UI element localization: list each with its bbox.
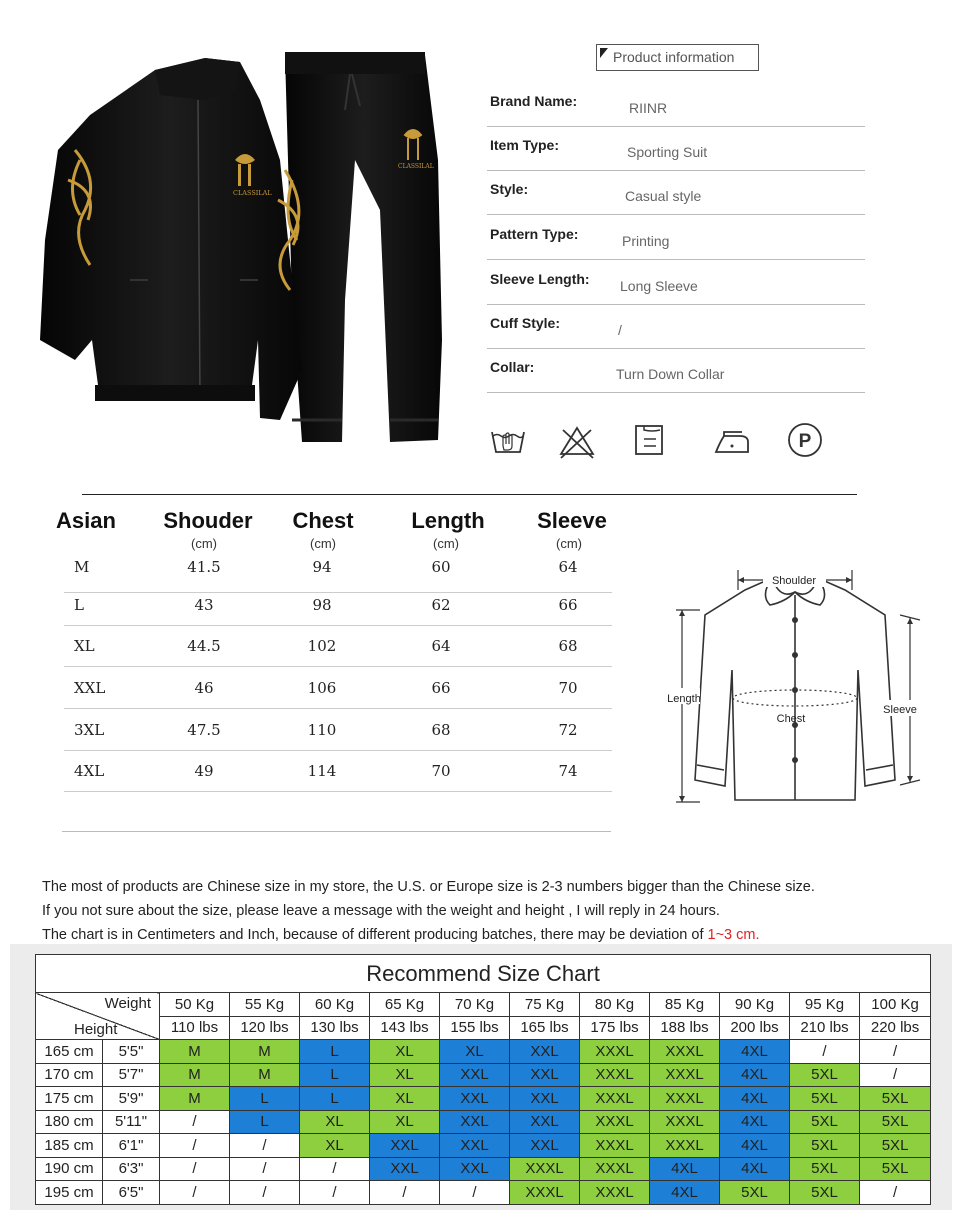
weight-kg-header: 60 Kg: [300, 993, 370, 1017]
size-value: 98: [312, 596, 332, 614]
size-value: 74: [558, 762, 578, 780]
height-cm: 190 cm: [36, 1157, 103, 1181]
size-value: 44.5: [187, 637, 221, 655]
size-recommendation-cell: XXL: [510, 1110, 580, 1134]
size-recommendation-cell: 4XL: [720, 1134, 790, 1158]
info-value: /: [618, 322, 622, 338]
weight-lbs-header: 143 lbs: [370, 1016, 440, 1040]
height-cm: 195 cm: [36, 1181, 103, 1205]
info-value: Casual style: [625, 188, 702, 204]
no-bleach-icon: [557, 420, 597, 460]
size-recommendation-cell: 5XL: [790, 1110, 860, 1134]
size-recommendation-cell: /: [860, 1063, 931, 1087]
unit-label: (cm): [556, 536, 582, 551]
size-recommendation-cell: XXXL: [650, 1040, 720, 1064]
size-recommendation-cell: 4XL: [720, 1040, 790, 1064]
tracksuit-photo: [30, 40, 470, 455]
size-recommendation-cell: M: [160, 1040, 230, 1064]
diagram-length-label: Length: [667, 693, 701, 705]
size-recommendation-cell: L: [300, 1063, 370, 1087]
size-recommendation-cell: /: [790, 1040, 860, 1064]
info-row-sleeve-length: [487, 261, 865, 305]
size-recommendation-cell: M: [160, 1063, 230, 1087]
table-row: [64, 751, 612, 792]
size-recommendation-cell: 5XL: [860, 1134, 931, 1158]
weight-kg-header: 90 Kg: [720, 993, 790, 1017]
info-label: Pattern Type:: [490, 226, 579, 242]
size-recommendation-cell: /: [860, 1040, 931, 1064]
weight-lbs-header: 200 lbs: [720, 1016, 790, 1040]
size-value: 72: [558, 721, 578, 739]
size-recommendation-cell: XXL: [510, 1134, 580, 1158]
diagram-sleeve-label: Sleeve: [883, 704, 917, 716]
col-head-shoulder: Shouder: [163, 508, 253, 533]
size-recommendation-cell: XXXL: [510, 1181, 580, 1205]
size-value: 62: [431, 596, 451, 614]
weight-kg-header: 65 Kg: [370, 993, 440, 1017]
size-recommendation-cell: XXXL: [580, 1110, 650, 1134]
weight-label: Weight: [104, 995, 151, 1012]
size-recommendation-cell: XXXL: [580, 1134, 650, 1158]
size-value: 43: [194, 596, 214, 614]
size-value: 110: [307, 721, 337, 739]
size-recommendation-cell: XXXL: [650, 1134, 720, 1158]
weight-kg-header: 80 Kg: [580, 993, 650, 1017]
col-head-asian: Asian: [56, 508, 116, 533]
size-recommendation-cell: XXL: [510, 1087, 580, 1111]
size-recommendation-cell: /: [370, 1181, 440, 1205]
height-cm: 170 cm: [36, 1063, 103, 1087]
table-row: [64, 626, 612, 667]
weight-lbs-header: 110 lbs: [160, 1016, 230, 1040]
weight-height-header: [36, 993, 160, 1040]
size-recommendation-cell: /: [300, 1157, 370, 1181]
size-recommendation-cell: XL: [370, 1040, 440, 1064]
size-recommendation-cell: 4XL: [650, 1157, 720, 1181]
info-value: Printing: [622, 233, 670, 249]
size-recommendation-cell: XXXL: [650, 1063, 720, 1087]
size-recommendation-cell: M: [160, 1087, 230, 1111]
info-value: Sporting Suit: [627, 144, 708, 160]
info-label: Brand Name:: [490, 93, 578, 109]
table-row: [64, 668, 612, 709]
size-recommendation-cell: 4XL: [650, 1181, 720, 1205]
size-value: 66: [558, 596, 578, 614]
weight-kg-header: 70 Kg: [440, 993, 510, 1017]
size-label: M: [74, 558, 90, 576]
weight-kg-header: 50 Kg: [160, 993, 230, 1017]
height-cm: 165 cm: [36, 1040, 103, 1064]
info-label: Item Type:: [490, 137, 559, 153]
size-recommendation-cell: XXXL: [580, 1087, 650, 1111]
size-recommendation-cell: 5XL: [860, 1110, 931, 1134]
size-recommendation-cell: XL: [300, 1110, 370, 1134]
size-recommendation-cell: 5XL: [860, 1157, 931, 1181]
info-label: Collar:: [490, 359, 535, 375]
table-row: [36, 1040, 931, 1064]
size-recommendation-cell: /: [440, 1181, 510, 1205]
weight-lbs-header: 175 lbs: [580, 1016, 650, 1040]
size-recommendation-cell: /: [160, 1157, 230, 1181]
weight-kg-header: 75 Kg: [510, 993, 580, 1017]
size-recommendation-cell: XL: [300, 1134, 370, 1158]
product-info-badge: [596, 44, 759, 71]
weight-lbs-header: 130 lbs: [300, 1016, 370, 1040]
size-value: 60: [431, 558, 451, 576]
table-row: [36, 1181, 931, 1205]
pants-logo-text: CLASSILAL: [398, 163, 434, 170]
height-ft: 5'9": [103, 1087, 160, 1111]
info-row-cuff-style: [487, 305, 865, 349]
size-recommendation-cell: /: [160, 1134, 230, 1158]
table-row: [36, 1157, 931, 1181]
info-row-style: [487, 171, 865, 215]
size-recommendation-cell: XL: [440, 1040, 510, 1064]
size-recommendation-cell: 5XL: [790, 1063, 860, 1087]
height-cm: 180 cm: [36, 1110, 103, 1134]
size-recommendation-cell: 4XL: [720, 1063, 790, 1087]
weight-lbs-header: 210 lbs: [790, 1016, 860, 1040]
size-label: 4XL: [74, 762, 105, 780]
info-label: Style:: [490, 181, 529, 197]
info-value: RIINR: [629, 100, 668, 116]
size-recommendation-cell: XXXL: [580, 1157, 650, 1181]
info-row-item-type: [487, 127, 865, 171]
size-recommendation-cell: 5XL: [790, 1134, 860, 1158]
info-value: Turn Down Collar: [616, 366, 725, 382]
size-recommendation-cell: XXL: [510, 1040, 580, 1064]
size-recommendation-cell: 5XL: [790, 1157, 860, 1181]
size-value: 46: [194, 679, 214, 697]
size-value: 47.5: [187, 721, 221, 739]
size-recommendation-cell: 4XL: [720, 1157, 790, 1181]
size-recommendation-cell: /: [230, 1157, 300, 1181]
jacket: [40, 58, 302, 420]
size-value: 106: [307, 679, 337, 697]
height-cm: 185 cm: [36, 1134, 103, 1158]
size-recommendation-cell: /: [860, 1181, 931, 1205]
iron-icon: [712, 420, 752, 460]
size-label: 3XL: [74, 721, 105, 739]
size-recommendation-cell: M: [230, 1063, 300, 1087]
size-recommendation-cell: 5XL: [790, 1087, 860, 1111]
size-recommendation-cell: L: [300, 1087, 370, 1111]
height-ft: 6'5": [103, 1181, 160, 1205]
size-recommendation-cell: 5XL: [860, 1087, 931, 1111]
note-deviation-highlight: 1~3 cm.: [707, 927, 760, 943]
size-value: 49: [194, 762, 214, 780]
weight-lbs-header: 155 lbs: [440, 1016, 510, 1040]
info-row-pattern-type: [487, 216, 865, 260]
height-label: Height: [74, 1021, 118, 1038]
col-head-length: Length: [411, 508, 485, 533]
height-ft: 5'7": [103, 1063, 160, 1087]
table-row: [64, 710, 612, 751]
size-recommendation-cell: 4XL: [720, 1087, 790, 1111]
note-line-3-text: The chart is in Centimeters and Inch, because of different producing batches, there may be deviation of: [42, 927, 708, 943]
corner-triangle-icon: [600, 48, 608, 58]
size-recommendation-cell: 5XL: [790, 1181, 860, 1205]
size-value: 64: [558, 558, 578, 576]
info-row-brand: [487, 83, 865, 127]
table-row: [36, 1110, 931, 1134]
tumble-dry-icon: [630, 420, 670, 460]
size-value: 70: [431, 762, 451, 780]
size-recommendation-cell: XXXL: [580, 1181, 650, 1205]
size-recommendation-cell: M: [230, 1040, 300, 1064]
section-divider: [82, 494, 857, 495]
size-recommendation-cell: 4XL: [720, 1110, 790, 1134]
size-recommendation-cell: /: [230, 1134, 300, 1158]
size-value: 68: [431, 721, 451, 739]
size-recommendation-cell: XL: [370, 1087, 440, 1111]
size-recommendation-cell: XXL: [370, 1134, 440, 1158]
size-recommendation-cell: XL: [370, 1063, 440, 1087]
size-recommendation-cell: /: [230, 1181, 300, 1205]
size-recommendation-cell: XL: [370, 1110, 440, 1134]
size-recommendation-cell: 5XL: [720, 1181, 790, 1205]
size-recommendation-cell: XXL: [440, 1157, 510, 1181]
recommend-chart-title: Recommend Size Chart: [36, 955, 931, 993]
note-line-1: The most of products are Chinese size in my store, the U.S. or Europe size is 2-3 numbers bigger than the Chinese size.: [42, 879, 815, 895]
size-value: 66: [431, 679, 451, 697]
size-label: XL: [74, 637, 95, 655]
size-recommendation-cell: XXL: [510, 1063, 580, 1087]
info-row-collar: [487, 349, 865, 393]
size-recommendation-cell: XXXL: [580, 1063, 650, 1087]
height-ft: 5'5": [103, 1040, 160, 1064]
size-label: L: [74, 596, 84, 614]
weight-lbs-header: 120 lbs: [230, 1016, 300, 1040]
unit-label: (cm): [433, 536, 459, 551]
table-row: [36, 1063, 931, 1087]
recommend-size-chart: [35, 954, 931, 1205]
size-recommendation-cell: XXXL: [650, 1087, 720, 1111]
size-recommendation-cell: /: [300, 1181, 370, 1205]
table-bottom-line: [62, 831, 611, 832]
size-recommendation-cell: L: [230, 1087, 300, 1111]
size-value: 114: [307, 762, 337, 780]
col-head-sleeve: Sleeve: [537, 508, 607, 533]
diagram-shoulder-label: Shoulder: [771, 575, 817, 587]
size-label: XXL: [74, 679, 106, 697]
weight-lbs-header: 220 lbs: [860, 1016, 931, 1040]
size-recommendation-cell: XXXL: [510, 1157, 580, 1181]
size-value: 94: [312, 558, 332, 576]
table-row: [36, 1087, 931, 1111]
info-label: Cuff Style:: [490, 315, 560, 331]
weight-kg-header: 100 Kg: [860, 993, 931, 1017]
size-recommendation-cell: XXL: [440, 1063, 510, 1087]
table-row: [36, 1134, 931, 1158]
size-value: 70: [558, 679, 578, 697]
size-recommendation-cell: XXL: [370, 1157, 440, 1181]
size-recommendation-cell: XXL: [440, 1110, 510, 1134]
size-value: 68: [558, 637, 578, 655]
height-ft: 6'3": [103, 1157, 160, 1181]
note-line-3: [42, 927, 760, 943]
height-cm: 175 cm: [36, 1087, 103, 1111]
info-label: Sleeve Length:: [490, 271, 590, 287]
size-recommendation-cell: L: [300, 1040, 370, 1064]
height-ft: 6'1": [103, 1134, 160, 1158]
size-recommendation-cell: /: [160, 1181, 230, 1205]
size-recommendation-cell: XXL: [440, 1134, 510, 1158]
dry-clean-letter: P: [798, 431, 812, 452]
pants: [285, 52, 442, 442]
note-line-2: If you not sure about the size, please leave a message with the weight and height , I will reply in 24 hours.: [42, 903, 720, 919]
size-recommendation-cell: /: [160, 1110, 230, 1134]
unit-label: (cm): [310, 536, 336, 551]
size-value: 102: [307, 637, 337, 655]
weight-lbs-header: 165 lbs: [510, 1016, 580, 1040]
size-recommendation-cell: XXL: [440, 1087, 510, 1111]
weight-kg-header: 85 Kg: [650, 993, 720, 1017]
jacket-logo-text: CLASSILAL: [233, 189, 272, 197]
diagram-chest-label: Chest: [776, 713, 806, 725]
table-row: [64, 585, 612, 626]
unit-label: (cm): [191, 536, 217, 551]
weight-kg-header: 55 Kg: [230, 993, 300, 1017]
height-ft: 5'11": [103, 1110, 160, 1134]
size-value: 41.5: [187, 558, 221, 576]
product-info-title: Product information: [613, 49, 735, 65]
size-recommendation-cell: XXXL: [580, 1040, 650, 1064]
size-recommendation-cell: XXXL: [650, 1110, 720, 1134]
weight-lbs-header: 188 lbs: [650, 1016, 720, 1040]
hand-wash-icon: [488, 420, 528, 460]
col-head-chest: Chest: [292, 508, 354, 533]
info-value: Long Sleeve: [620, 278, 698, 294]
size-recommendation-cell: L: [230, 1110, 300, 1134]
dry-clean-p-icon: [785, 420, 825, 460]
measurement-diagram: [660, 560, 930, 815]
weight-kg-header: 95 Kg: [790, 993, 860, 1017]
size-value: 64: [431, 637, 451, 655]
